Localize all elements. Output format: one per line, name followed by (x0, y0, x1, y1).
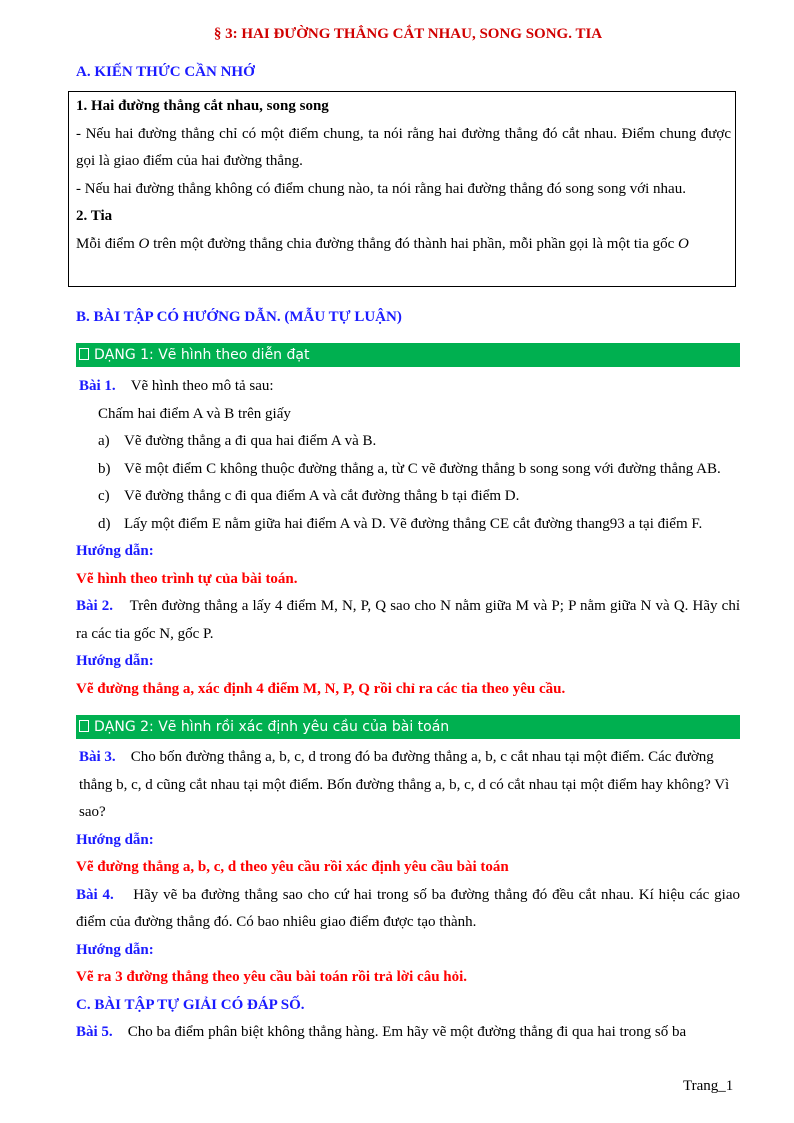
guide-label: Hướng dẫn: (76, 831, 154, 848)
box-heading-2: 2. Tia (76, 208, 113, 224)
guide-answer: Vẽ đường thẳng a, b, c, d theo yêu cầu rồi xác định yêu cầu bài toán (76, 859, 509, 875)
list-marker: b) (98, 460, 111, 477)
exercise-5 (76, 1019, 740, 1047)
guide-label: Hướng dẫn: (76, 653, 154, 669)
section-b-heading: B. BÀI TẬP CÓ HƯỚNG DẪN. (MẪU TỰ LUẬN) (76, 309, 402, 325)
exercise-2 (76, 593, 740, 648)
exercise-text: Cho ba điểm phân biệt không thẳng hàng. Em hãy vẽ một đường thẳng đi qua hai trong số ba (127, 1024, 687, 1040)
section-c-heading: C. BÀI TẬP TỰ GIẢI CÓ ĐÁP SỐ. (76, 996, 305, 1013)
exercise-label: Bài 1. (79, 378, 116, 394)
list-item (76, 483, 740, 511)
list-marker: c) (98, 488, 110, 504)
list-text: Vẽ đường thẳng c đi qua điểm A và cắt đường thẳng b tại điểm D. (124, 488, 520, 504)
box-glyph-icon (79, 348, 89, 360)
list-text: Lấy một điểm E nằm giữa hai điểm A và D. Vẽ đường thẳng CE cắt đường thang93 a tại điểm F. (124, 515, 703, 532)
guide-answer: Vẽ đường thẳng a, xác định 4 điểm M, N, P, Q rồi chỉ ra các tia theo yêu cầu. (76, 680, 566, 697)
guide-label: Hướng dẫn: (76, 941, 154, 958)
box-glyph-icon (79, 720, 89, 732)
list-item (76, 511, 740, 539)
list-text: Vẽ đường thẳng a đi qua hai điểm A và B. (124, 433, 377, 449)
exercise-1 (76, 373, 740, 703)
exercise-text: Hãy vẽ ba đường thẳng sao cho cứ hai trong số ba đường thẳng đó đều cắt nhau. Kí hiệu các giao điểm của đường thẳng đó. Có bao nhiêu giao điểm được tạo thành. (76, 886, 740, 930)
box-heading-1: 1. Hai đường thẳng cắt nhau, song song (76, 98, 329, 114)
exercise-label: Bài 2. (76, 598, 114, 614)
guide-label: Hướng dẫn: (76, 543, 154, 559)
page-footer: Trang_1 (683, 1078, 734, 1094)
box-paragraph-1: - Nếu hai đường thẳng chỉ có một điểm chung, ta nói rằng hai đường thẳng đó cắt nhau. Điểm chung được gọi là giao điểm của hai đường thẳng. (76, 125, 731, 169)
exercise-text: Trên đường thẳng a lấy 4 điểm M, N, P, Q sao cho N nằm giữa M và P; P nằm giữa N và Q. Hãy chỉ ra các tia gốc N, gốc P. (76, 598, 740, 642)
dang-2-label: DẠNG 2: Vẽ hình rồi xác định yêu cầu của bài toán (94, 719, 450, 735)
list-item (76, 456, 740, 484)
dang-2-banner (76, 715, 740, 739)
point-o: O (138, 235, 150, 252)
list-marker: d) (98, 515, 111, 532)
exercise-3 (76, 744, 740, 1047)
box-paragraph-2: - Nếu hai đường thẳng không có điểm chung nào, ta nói rằng hai đường thẳng đó song song với nhau. (76, 180, 686, 197)
section-a-heading: A. KIẾN THỨC CẦN NHỚ (76, 64, 255, 80)
list-text: Vẽ một điểm C không thuộc đường thẳng a, từ C vẽ đường thẳng b song song với đường thẳng AB. (124, 460, 721, 477)
point-o: O (678, 235, 689, 252)
dang-1-banner (76, 343, 740, 367)
box-p3-part: trên một đường thẳng chia đường thẳng đó thành hai phần, mỗi phần gọi là một tia gốc (149, 235, 679, 252)
exercise-label: Bài 4. (76, 886, 114, 903)
guide-answer: Vẽ hình theo trình tự của bài toán. (76, 570, 298, 587)
list-item (76, 428, 740, 456)
list-marker: a) (98, 433, 110, 449)
exercise-intro: Chấm hai điểm A và B trên giấy (98, 405, 291, 422)
box-p3-part: Mỗi điểm (76, 235, 139, 252)
box-paragraph-3 (76, 231, 731, 259)
exercise-4 (76, 882, 740, 937)
page-title: § 3: HAI ĐƯỜNG THẲNG CẮT NHAU, SONG SONG. TIA (213, 26, 603, 42)
exercise-label: Bài 5. (76, 1024, 113, 1040)
exercise-text: Vẽ hình theo mô tả sau: (130, 378, 274, 394)
knowledge-box (68, 91, 736, 287)
guide-answer: Vẽ ra 3 đường thẳng theo yêu cầu bài toán rồi trả lời câu hỏi. (76, 969, 468, 985)
exercise-text: Cho bốn đường thẳng a, b, c, d trong đó ba đường thẳng a, b, c cắt nhau tại một điểm. Các đường thẳng b, c, d cũng cắt nhau tại một điểm. Bốn đường thẳng a, b, c, d có cắt nhau tại một điểm hay không? Vì sao? (79, 749, 730, 820)
dang-1-label: DẠNG 1: Vẽ hình theo diễn đạt (94, 347, 310, 363)
exercise-label: Bài 3. (79, 749, 116, 765)
